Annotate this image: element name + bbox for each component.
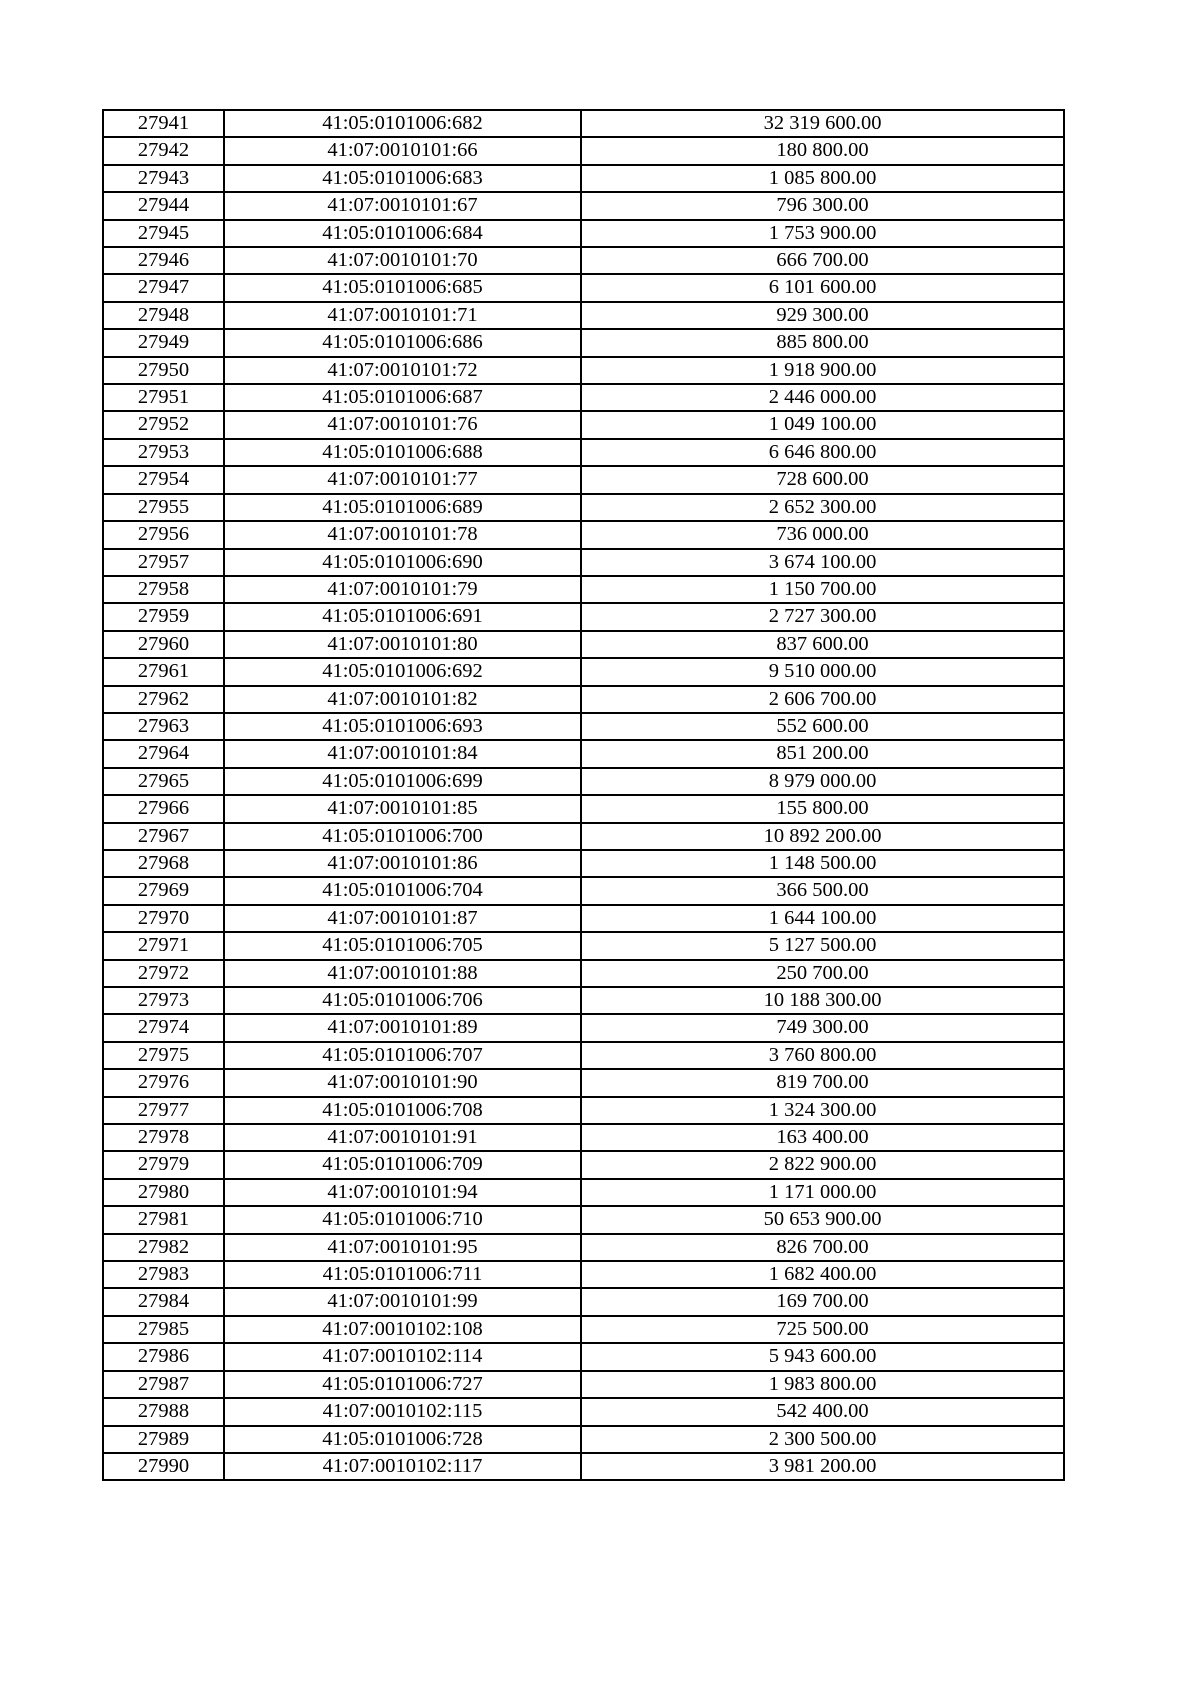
row-number-cell: 27974 — [103, 1014, 224, 1041]
cadastral-value-cell: 50 653 900.00 — [581, 1206, 1064, 1233]
cadastral-number-cell: 41:05:0101006:705 — [224, 932, 581, 959]
row-number-cell: 27986 — [103, 1343, 224, 1370]
row-number-cell: 27964 — [103, 740, 224, 767]
table-row — [103, 220, 1064, 247]
row-number-cell: 27958 — [103, 576, 224, 603]
row-number-cell: 27978 — [103, 1124, 224, 1151]
table-row — [103, 1453, 1064, 1480]
cadastral-value-cell: 10 188 300.00 — [581, 987, 1064, 1014]
table-row — [103, 795, 1064, 822]
table-row — [103, 302, 1064, 329]
cadastral-value-cell: 725 500.00 — [581, 1316, 1064, 1343]
row-number-cell: 27966 — [103, 795, 224, 822]
cadastral-number-cell: 41:07:0010101:76 — [224, 411, 581, 438]
table-row — [103, 247, 1064, 274]
row-number-cell: 27965 — [103, 768, 224, 795]
cadastral-number-cell: 41:05:0101006:707 — [224, 1042, 581, 1069]
row-number-cell: 27980 — [103, 1179, 224, 1206]
table-row — [103, 1206, 1064, 1233]
table-row — [103, 631, 1064, 658]
cadastral-number-cell: 41:07:0010101:91 — [224, 1124, 581, 1151]
row-number-cell: 27945 — [103, 220, 224, 247]
cadastral-number-cell: 41:07:0010101:72 — [224, 357, 581, 384]
table-row — [103, 740, 1064, 767]
cadastral-number-cell: 41:05:0101006:691 — [224, 603, 581, 630]
cadastral-number-cell: 41:07:0010101:89 — [224, 1014, 581, 1041]
table-row — [103, 274, 1064, 301]
cadastral-number-cell: 41:07:0010101:71 — [224, 302, 581, 329]
cadastral-value-cell: 155 800.00 — [581, 795, 1064, 822]
cadastral-number-cell: 41:05:0101006:728 — [224, 1426, 581, 1453]
row-number-cell: 27948 — [103, 302, 224, 329]
table-row — [103, 1426, 1064, 1453]
cadastral-value-cell: 1 171 000.00 — [581, 1179, 1064, 1206]
cadastral-number-cell: 41:07:0010101:77 — [224, 466, 581, 493]
row-number-cell: 27956 — [103, 521, 224, 548]
row-number-cell: 27973 — [103, 987, 224, 1014]
table-row — [103, 1316, 1064, 1343]
cadastral-value-cell: 1 148 500.00 — [581, 850, 1064, 877]
row-number-cell: 27970 — [103, 905, 224, 932]
table-row — [103, 987, 1064, 1014]
cadastral-value-cell: 2 300 500.00 — [581, 1426, 1064, 1453]
row-number-cell: 27972 — [103, 960, 224, 987]
table-row — [103, 1042, 1064, 1069]
cadastral-value-cell: 1 324 300.00 — [581, 1097, 1064, 1124]
cadastral-value-cell: 1 049 100.00 — [581, 411, 1064, 438]
cadastral-number-cell: 41:07:0010101:67 — [224, 192, 581, 219]
cadastral-value-cell: 366 500.00 — [581, 877, 1064, 904]
cadastral-value-cell: 1 150 700.00 — [581, 576, 1064, 603]
table-row — [103, 1097, 1064, 1124]
table-row — [103, 137, 1064, 164]
row-number-cell: 27976 — [103, 1069, 224, 1096]
row-number-cell: 27987 — [103, 1371, 224, 1398]
cadastral-value-cell: 250 700.00 — [581, 960, 1064, 987]
cadastral-number-cell: 41:07:0010101:88 — [224, 960, 581, 987]
row-number-cell: 27941 — [103, 110, 224, 137]
cadastral-value-cell: 3 760 800.00 — [581, 1042, 1064, 1069]
row-number-cell: 27969 — [103, 877, 224, 904]
row-number-cell: 27979 — [103, 1151, 224, 1178]
cadastral-number-cell: 41:05:0101006:692 — [224, 658, 581, 685]
cadastral-number-cell: 41:07:0010101:90 — [224, 1069, 581, 1096]
table-row — [103, 357, 1064, 384]
row-number-cell: 27955 — [103, 494, 224, 521]
cadastral-value-cell: 542 400.00 — [581, 1398, 1064, 1425]
table-row — [103, 329, 1064, 356]
cadastral-value-cell: 32 319 600.00 — [581, 110, 1064, 137]
row-number-cell: 27975 — [103, 1042, 224, 1069]
row-number-cell: 27961 — [103, 658, 224, 685]
table-row — [103, 1261, 1064, 1288]
table-row — [103, 713, 1064, 740]
cadastral-value-cell: 851 200.00 — [581, 740, 1064, 767]
cadastral-number-cell: 41:07:0010101:95 — [224, 1234, 581, 1261]
cadastral-value-cell: 1 644 100.00 — [581, 905, 1064, 932]
cadastral-value-cell: 666 700.00 — [581, 247, 1064, 274]
table-row — [103, 576, 1064, 603]
table-row — [103, 603, 1064, 630]
row-number-cell: 27947 — [103, 274, 224, 301]
cadastral-number-cell: 41:05:0101006:685 — [224, 274, 581, 301]
cadastral-number-cell: 41:07:0010101:94 — [224, 1179, 581, 1206]
cadastral-value-cell: 2 822 900.00 — [581, 1151, 1064, 1178]
cadastral-number-cell: 41:07:0010102:108 — [224, 1316, 581, 1343]
cadastral-number-cell: 41:05:0101006:693 — [224, 713, 581, 740]
cadastral-value-cell: 1 918 900.00 — [581, 357, 1064, 384]
row-number-cell: 27963 — [103, 713, 224, 740]
cadastral-number-cell: 41:07:0010101:66 — [224, 137, 581, 164]
table-row — [103, 494, 1064, 521]
row-number-cell: 27951 — [103, 384, 224, 411]
cadastral-value-cell: 169 700.00 — [581, 1288, 1064, 1315]
table-row — [103, 768, 1064, 795]
cadastral-value-cell: 5 943 600.00 — [581, 1343, 1064, 1370]
table-row — [103, 1343, 1064, 1370]
cadastral-number-cell: 41:05:0101006:704 — [224, 877, 581, 904]
row-number-cell: 27952 — [103, 411, 224, 438]
row-number-cell: 27949 — [103, 329, 224, 356]
table-row — [103, 823, 1064, 850]
cadastral-number-cell: 41:05:0101006:683 — [224, 165, 581, 192]
cadastral-value-cell: 1 753 900.00 — [581, 220, 1064, 247]
cadastral-value-cell: 819 700.00 — [581, 1069, 1064, 1096]
cadastral-number-cell: 41:07:0010101:70 — [224, 247, 581, 274]
cadastral-number-cell: 41:05:0101006:690 — [224, 549, 581, 576]
cadastral-value-cell: 1 085 800.00 — [581, 165, 1064, 192]
cadastral-value-cell: 2 606 700.00 — [581, 686, 1064, 713]
cadastral-value-cell: 3 981 200.00 — [581, 1453, 1064, 1480]
cadastral-value-cell: 929 300.00 — [581, 302, 1064, 329]
cadastral-number-cell: 41:05:0101006:727 — [224, 1371, 581, 1398]
row-number-cell: 27989 — [103, 1426, 224, 1453]
cadastral-value-cell: 885 800.00 — [581, 329, 1064, 356]
cadastral-number-cell: 41:05:0101006:711 — [224, 1261, 581, 1288]
table-row — [103, 411, 1064, 438]
cadastral-number-cell: 41:05:0101006:684 — [224, 220, 581, 247]
table-row — [103, 850, 1064, 877]
cadastral-number-cell: 41:05:0101006:700 — [224, 823, 581, 850]
row-number-cell: 27967 — [103, 823, 224, 850]
table-body — [103, 110, 1064, 1480]
table-row — [103, 521, 1064, 548]
table-row — [103, 165, 1064, 192]
cadastral-number-cell: 41:07:0010101:78 — [224, 521, 581, 548]
row-number-cell: 27959 — [103, 603, 224, 630]
table-row — [103, 439, 1064, 466]
row-number-cell: 27981 — [103, 1206, 224, 1233]
row-number-cell: 27942 — [103, 137, 224, 164]
cadastral-value-cell: 163 400.00 — [581, 1124, 1064, 1151]
cadastral-value-cell: 5 127 500.00 — [581, 932, 1064, 959]
row-number-cell: 27962 — [103, 686, 224, 713]
cadastral-value-cell: 3 674 100.00 — [581, 549, 1064, 576]
cadastral-value-cell: 826 700.00 — [581, 1234, 1064, 1261]
table-row — [103, 1069, 1064, 1096]
row-number-cell: 27982 — [103, 1234, 224, 1261]
cadastral-number-cell: 41:07:0010101:87 — [224, 905, 581, 932]
table-row — [103, 932, 1064, 959]
cadastral-value-cell: 180 800.00 — [581, 137, 1064, 164]
cadastral-number-cell: 41:05:0101006:708 — [224, 1097, 581, 1124]
table-row — [103, 658, 1064, 685]
table-row — [103, 466, 1064, 493]
row-number-cell: 27983 — [103, 1261, 224, 1288]
cadastral-value-cell: 2 727 300.00 — [581, 603, 1064, 630]
cadastral-value-cell: 10 892 200.00 — [581, 823, 1064, 850]
cadastral-number-cell: 41:05:0101006:687 — [224, 384, 581, 411]
row-number-cell: 27950 — [103, 357, 224, 384]
cadastral-number-cell: 41:05:0101006:706 — [224, 987, 581, 1014]
row-number-cell: 27988 — [103, 1398, 224, 1425]
cadastral-value-table — [102, 109, 1065, 1481]
cadastral-value-cell: 736 000.00 — [581, 521, 1064, 548]
cadastral-value-cell: 796 300.00 — [581, 192, 1064, 219]
cadastral-number-cell: 41:05:0101006:709 — [224, 1151, 581, 1178]
cadastral-value-cell: 837 600.00 — [581, 631, 1064, 658]
cadastral-number-cell: 41:07:0010101:85 — [224, 795, 581, 822]
cadastral-number-cell: 41:07:0010101:80 — [224, 631, 581, 658]
row-number-cell: 27977 — [103, 1097, 224, 1124]
cadastral-value-cell: 6 646 800.00 — [581, 439, 1064, 466]
cadastral-number-cell: 41:05:0101006:682 — [224, 110, 581, 137]
cadastral-number-cell: 41:07:0010102:114 — [224, 1343, 581, 1370]
table-row — [103, 877, 1064, 904]
cadastral-value-cell: 728 600.00 — [581, 466, 1064, 493]
row-number-cell: 27968 — [103, 850, 224, 877]
row-number-cell: 27960 — [103, 631, 224, 658]
table-row — [103, 1288, 1064, 1315]
table-row — [103, 192, 1064, 219]
table-row — [103, 549, 1064, 576]
cadastral-number-cell: 41:07:0010101:82 — [224, 686, 581, 713]
table-row — [103, 1398, 1064, 1425]
cadastral-number-cell: 41:07:0010101:99 — [224, 1288, 581, 1315]
cadastral-number-cell: 41:05:0101006:686 — [224, 329, 581, 356]
table-row — [103, 960, 1064, 987]
cadastral-number-cell: 41:07:0010101:86 — [224, 850, 581, 877]
table-row — [103, 110, 1064, 137]
row-number-cell: 27943 — [103, 165, 224, 192]
table-row — [103, 905, 1064, 932]
table-row — [103, 1151, 1064, 1178]
cadastral-value-cell: 1 682 400.00 — [581, 1261, 1064, 1288]
table-row — [103, 384, 1064, 411]
row-number-cell: 27946 — [103, 247, 224, 274]
cadastral-number-cell: 41:07:0010102:117 — [224, 1453, 581, 1480]
cadastral-number-cell: 41:05:0101006:699 — [224, 768, 581, 795]
cadastral-number-cell: 41:07:0010101:84 — [224, 740, 581, 767]
cadastral-value-cell: 1 983 800.00 — [581, 1371, 1064, 1398]
table-row — [103, 686, 1064, 713]
row-number-cell: 27984 — [103, 1288, 224, 1315]
cadastral-value-cell: 2 446 000.00 — [581, 384, 1064, 411]
row-number-cell: 27954 — [103, 466, 224, 493]
table-row — [103, 1234, 1064, 1261]
row-number-cell: 27971 — [103, 932, 224, 959]
table-row — [103, 1014, 1064, 1041]
table-row — [103, 1371, 1064, 1398]
cadastral-value-cell: 2 652 300.00 — [581, 494, 1064, 521]
cadastral-number-cell: 41:05:0101006:710 — [224, 1206, 581, 1233]
cadastral-value-cell: 552 600.00 — [581, 713, 1064, 740]
row-number-cell: 27944 — [103, 192, 224, 219]
cadastral-value-cell: 6 101 600.00 — [581, 274, 1064, 301]
cadastral-value-cell: 749 300.00 — [581, 1014, 1064, 1041]
row-number-cell: 27957 — [103, 549, 224, 576]
cadastral-number-cell: 41:05:0101006:688 — [224, 439, 581, 466]
cadastral-value-cell: 8 979 000.00 — [581, 768, 1064, 795]
row-number-cell: 27953 — [103, 439, 224, 466]
cadastral-number-cell: 41:07:0010101:79 — [224, 576, 581, 603]
table-row — [103, 1179, 1064, 1206]
cadastral-value-cell: 9 510 000.00 — [581, 658, 1064, 685]
cadastral-number-cell: 41:05:0101006:689 — [224, 494, 581, 521]
row-number-cell: 27990 — [103, 1453, 224, 1480]
table-row — [103, 1124, 1064, 1151]
cadastral-number-cell: 41:07:0010102:115 — [224, 1398, 581, 1425]
row-number-cell: 27985 — [103, 1316, 224, 1343]
